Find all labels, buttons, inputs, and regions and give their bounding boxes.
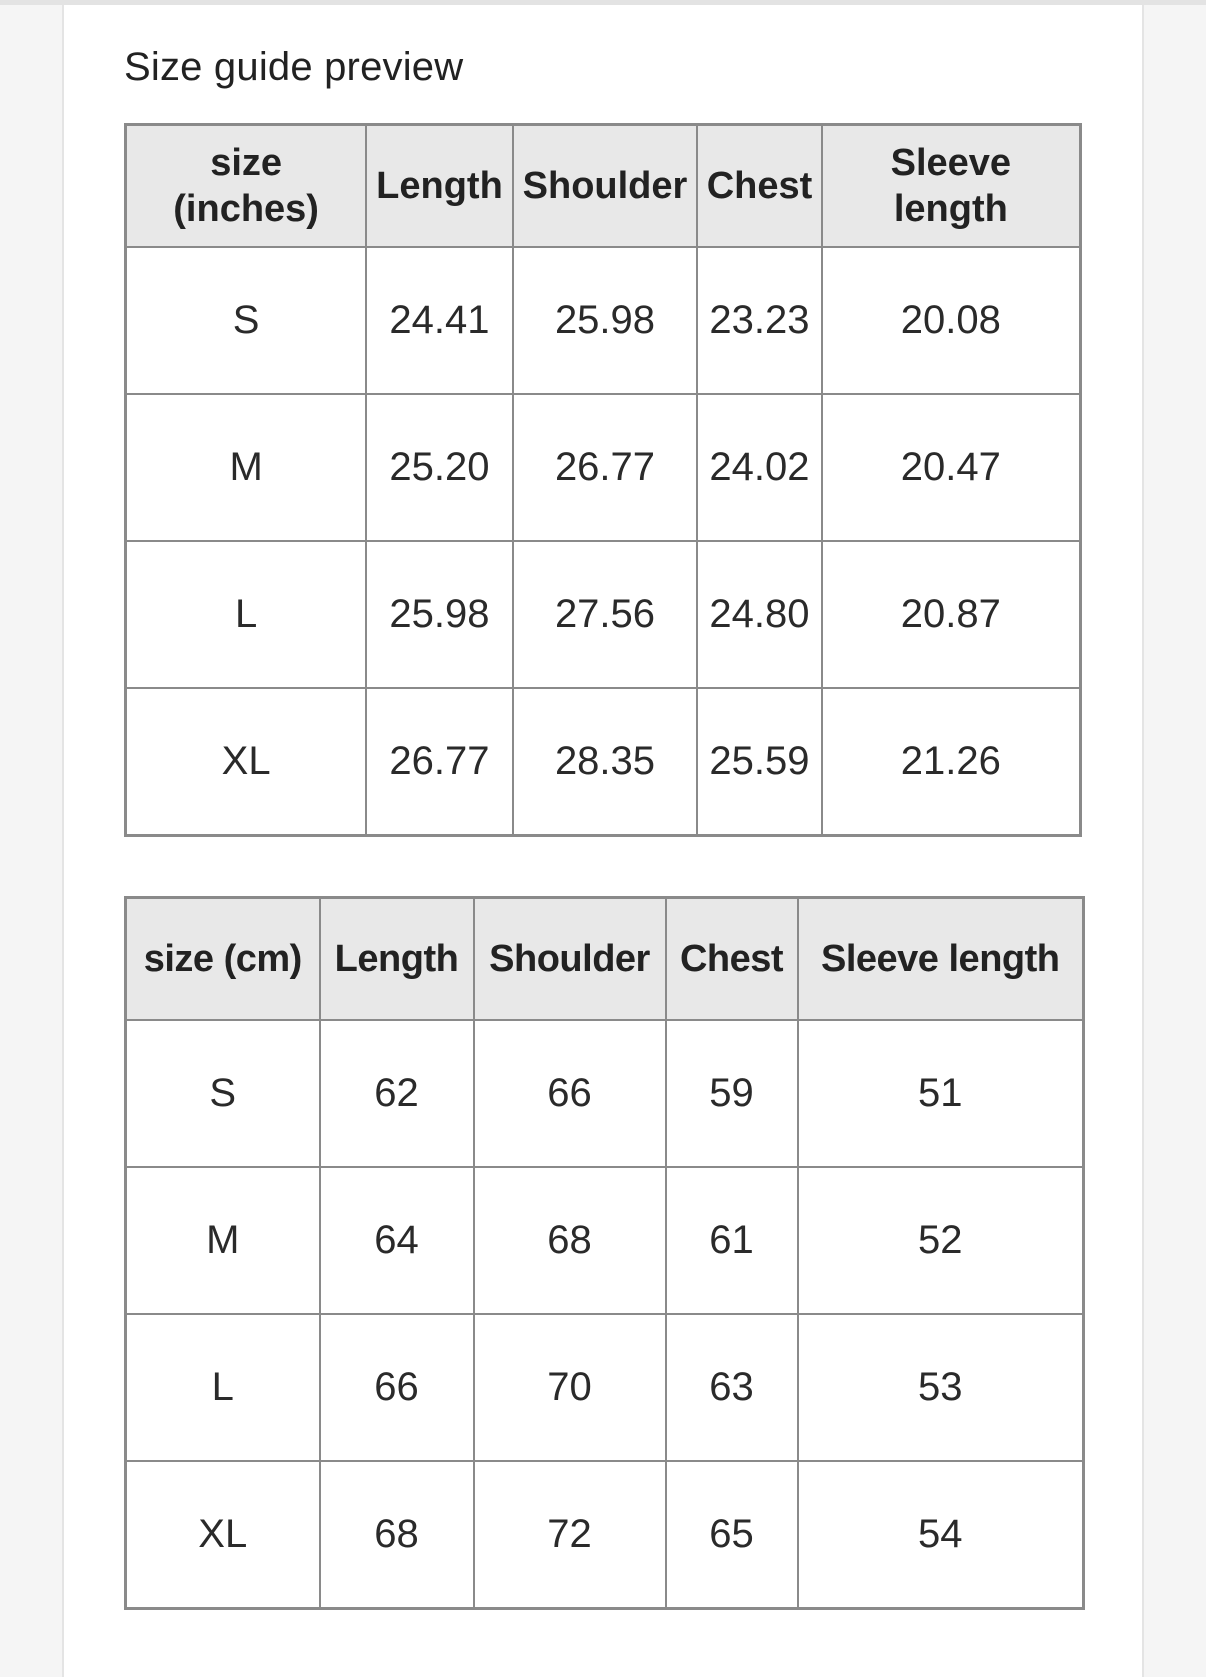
- cell-sleeve-length: 21.26: [822, 688, 1081, 836]
- cell-sleeve-length: 52: [798, 1167, 1084, 1314]
- cell-length: 62: [320, 1020, 474, 1167]
- cell-length: 24.41: [366, 247, 512, 394]
- table-row: [126, 1167, 1084, 1314]
- cell-size: L: [126, 1314, 320, 1461]
- table-row: [126, 541, 1081, 688]
- cell-sleeve-length: 20.08: [822, 247, 1081, 394]
- table-header-row: [126, 125, 1081, 248]
- page-title: Size guide preview: [124, 45, 464, 89]
- header-size-cm: size (cm): [126, 898, 320, 1021]
- table-row: [126, 1314, 1084, 1461]
- cell-length: 64: [320, 1167, 474, 1314]
- cell-chest: 24.80: [697, 541, 821, 688]
- header-sleeve-length: Sleeve length: [822, 125, 1081, 248]
- cell-chest: 59: [666, 1020, 798, 1167]
- table-row: [126, 1020, 1084, 1167]
- cell-shoulder: 26.77: [513, 394, 698, 541]
- size-guide-card: [62, 5, 1144, 1677]
- cell-shoulder: 28.35: [513, 688, 698, 836]
- header-length: Length: [320, 898, 474, 1021]
- cell-sleeve-length: 53: [798, 1314, 1084, 1461]
- cell-size: XL: [126, 688, 367, 836]
- header-length: Length: [366, 125, 512, 248]
- cell-chest: 63: [666, 1314, 798, 1461]
- cell-shoulder: 25.98: [513, 247, 698, 394]
- cell-shoulder: 68: [474, 1167, 666, 1314]
- table-row: [126, 688, 1081, 836]
- header-shoulder: Shoulder: [474, 898, 666, 1021]
- cell-size: M: [126, 394, 367, 541]
- cell-shoulder: 70: [474, 1314, 666, 1461]
- cell-size: XL: [126, 1461, 320, 1609]
- size-table-cm: [124, 896, 1085, 1610]
- cell-chest: 65: [666, 1461, 798, 1609]
- cell-size: L: [126, 541, 367, 688]
- header-size-inches: size (inches): [126, 125, 367, 248]
- cell-sleeve-length: 51: [798, 1020, 1084, 1167]
- header-sleeve-length: Sleeve length: [798, 898, 1084, 1021]
- cell-chest: 24.02: [697, 394, 821, 541]
- cell-length: 68: [320, 1461, 474, 1609]
- header-chest: Chest: [697, 125, 821, 248]
- size-table-inches: [124, 123, 1082, 837]
- header-chest: Chest: [666, 898, 798, 1021]
- cell-sleeve-length: 54: [798, 1461, 1084, 1609]
- cell-shoulder: 27.56: [513, 541, 698, 688]
- table-header-row: [126, 898, 1084, 1021]
- cell-size: S: [126, 247, 367, 394]
- cell-length: 66: [320, 1314, 474, 1461]
- table-row: [126, 1461, 1084, 1609]
- cell-size: M: [126, 1167, 320, 1314]
- cell-sleeve-length: 20.87: [822, 541, 1081, 688]
- header-shoulder: Shoulder: [513, 125, 698, 248]
- table-row: [126, 247, 1081, 394]
- cell-length: 25.98: [366, 541, 512, 688]
- cell-chest: 23.23: [697, 247, 821, 394]
- cell-length: 26.77: [366, 688, 512, 836]
- cell-sleeve-length: 20.47: [822, 394, 1081, 541]
- cell-size: S: [126, 1020, 320, 1167]
- cell-shoulder: 66: [474, 1020, 666, 1167]
- cell-shoulder: 72: [474, 1461, 666, 1609]
- cell-chest: 61: [666, 1167, 798, 1314]
- cell-length: 25.20: [366, 394, 512, 541]
- cell-chest: 25.59: [697, 688, 821, 836]
- table-row: [126, 394, 1081, 541]
